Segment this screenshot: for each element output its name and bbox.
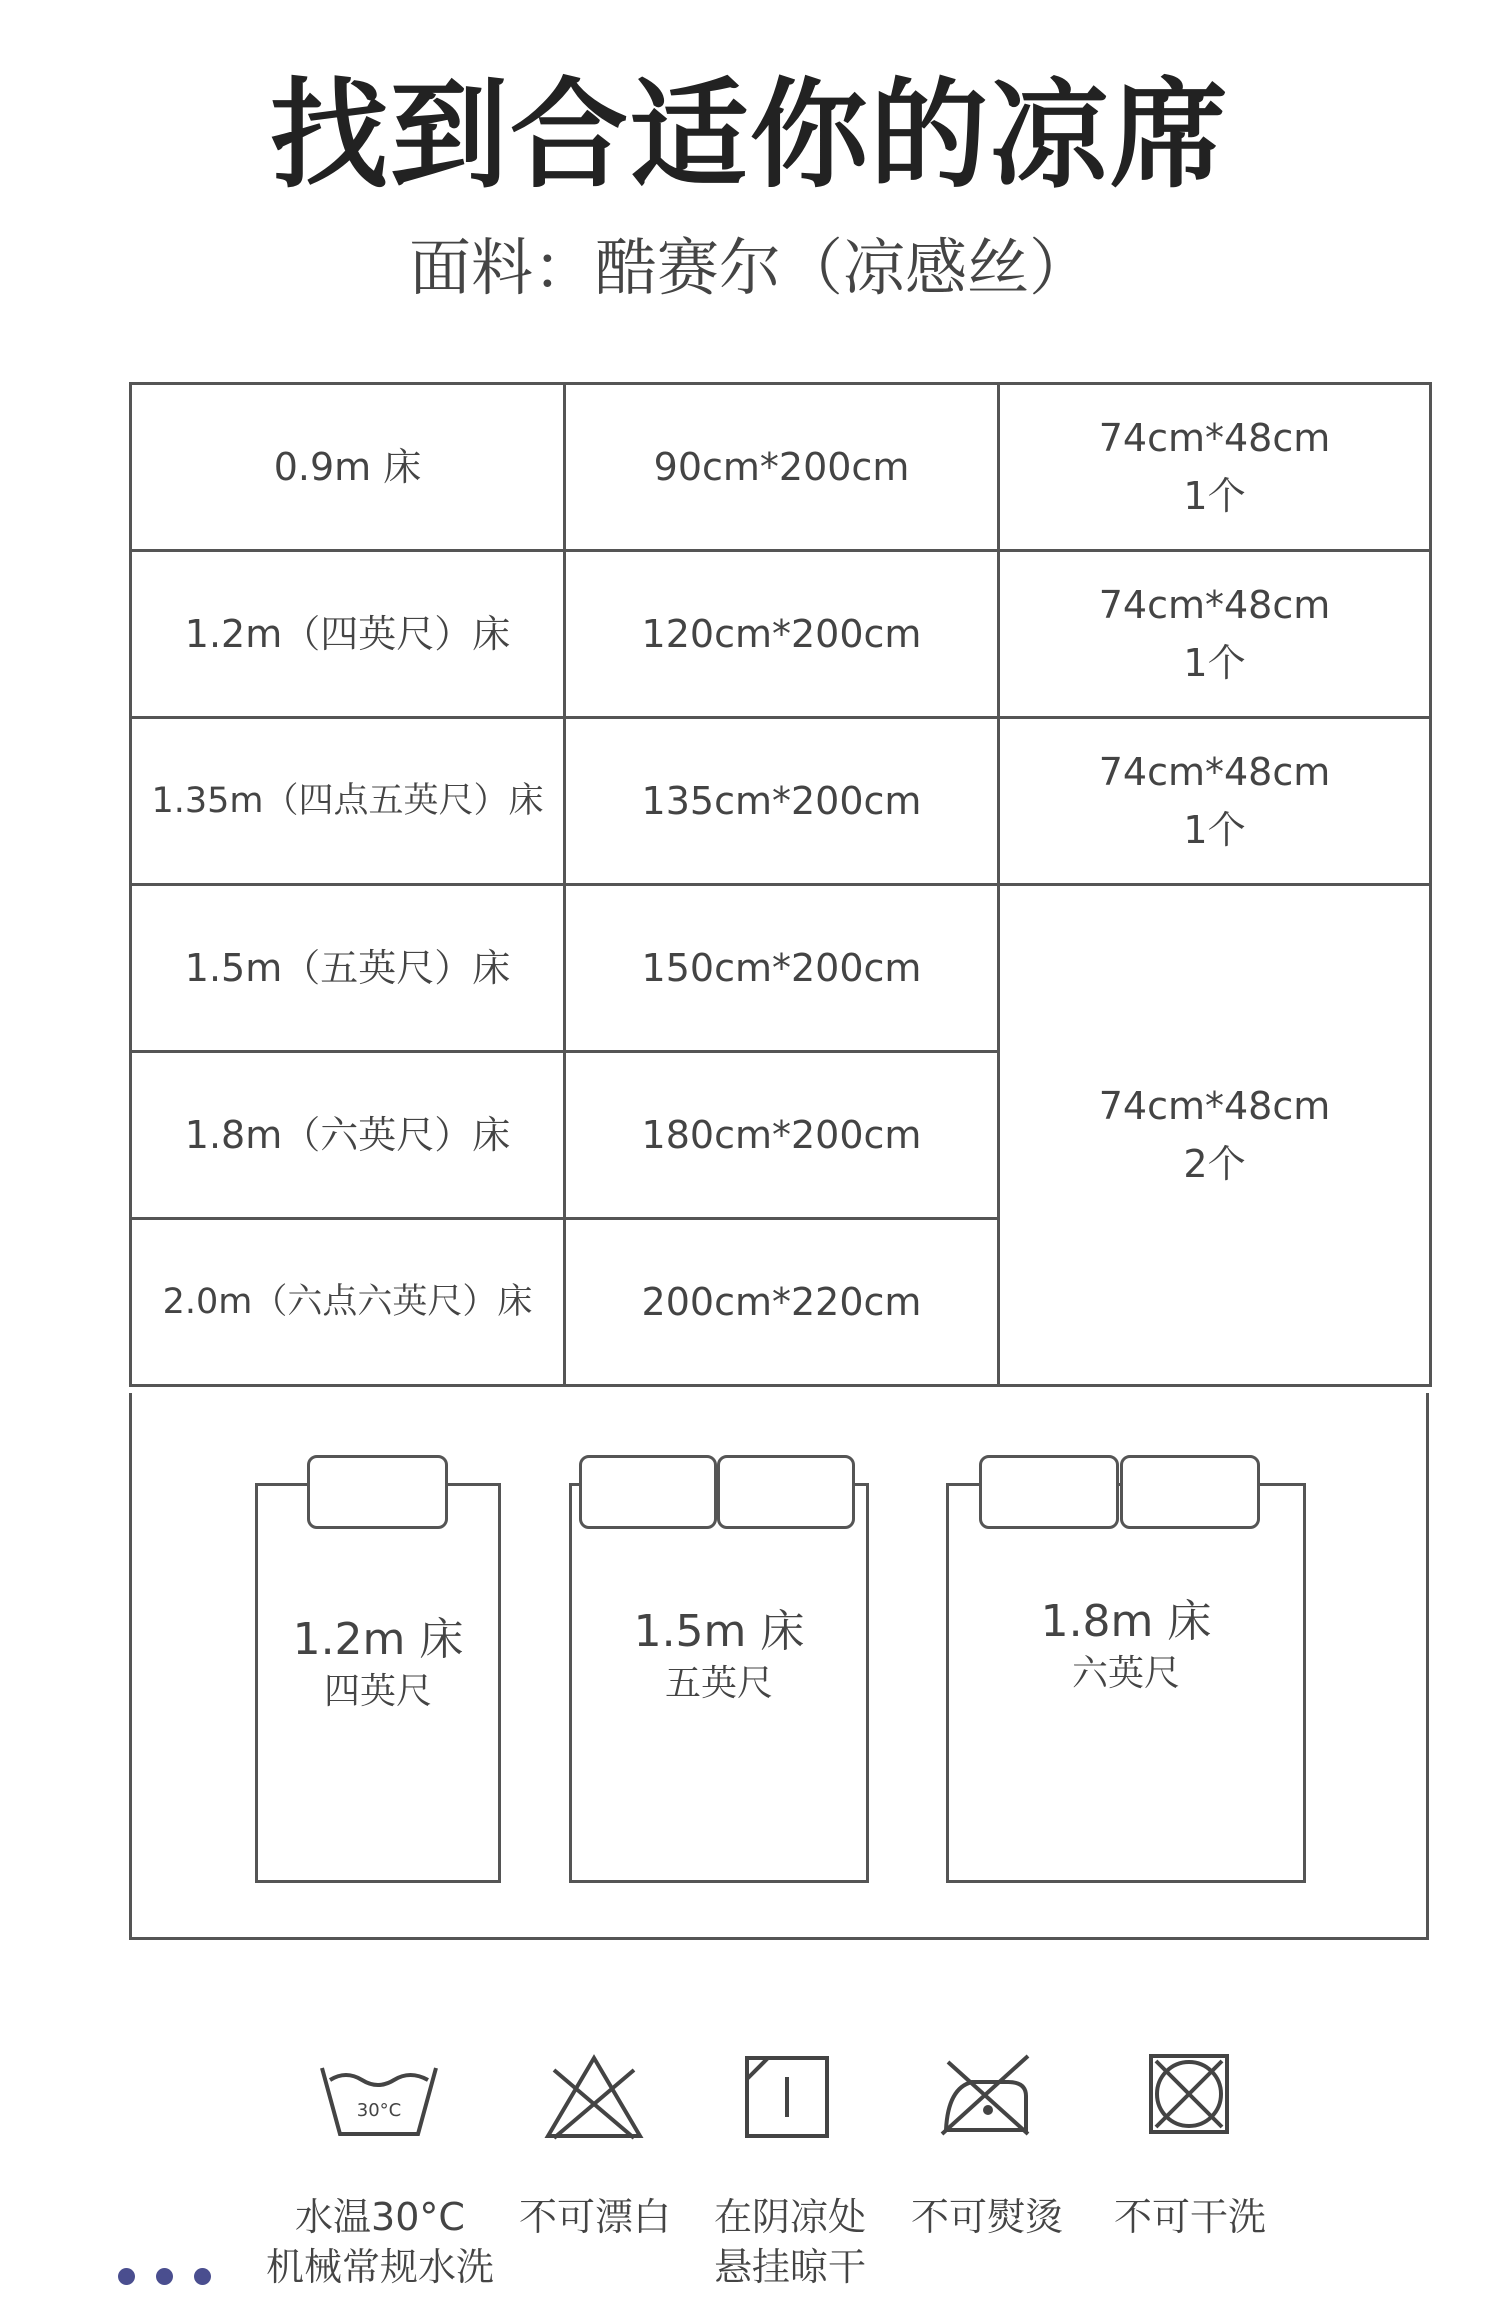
care-label-no-bleach: 不可漂白 (518, 2195, 671, 2239)
size-table (129, 382, 1432, 1387)
bed-label-2 (569, 1603, 869, 1707)
more-dots-icon[interactable] (118, 2268, 232, 2289)
wash-temp-label: 30°C (356, 2100, 402, 2121)
bed-type-cell: 0.9m 床 (131, 384, 565, 551)
bed-feet-label: 五英尺 (664, 1663, 773, 1704)
table-row (131, 384, 1431, 551)
mat-size-cell: 120cm*200cm (565, 551, 999, 718)
no-bleach-icon (542, 2052, 646, 2146)
pillow-size: 74cm*48cm (1098, 1084, 1331, 1128)
bed-size-label: 1.5m 床 (633, 1606, 805, 1657)
bed-size-label: 1.8m 床 (1040, 1596, 1212, 1647)
table-row (131, 885, 1431, 1052)
bed-type-cell: 1.2m（四英尺）床 (131, 551, 565, 718)
table-row (131, 718, 1431, 885)
bed-type-cell: 2.0m（六点六英尺）床 (131, 1219, 565, 1386)
bed-label-3 (946, 1593, 1306, 1697)
care-label-wash: 水温30°C 机械常规水洗 (265, 2195, 494, 2289)
bed-type-cell: 1.8m（六英尺）床 (131, 1052, 565, 1219)
dot (156, 2268, 173, 2285)
pillow-count: 1个 (1183, 808, 1246, 852)
no-iron-icon (938, 2050, 1034, 2144)
pillow-count: 1个 (1183, 641, 1246, 685)
pillow-cell (999, 551, 1431, 718)
bed-diagram-panel (129, 1393, 1429, 1940)
bed-type-cell: 1.35m（四点五英尺）床 (131, 718, 565, 885)
mat-size-cell: 135cm*200cm (565, 718, 999, 885)
pillow-icon (717, 1455, 855, 1529)
bed-label-1 (255, 1611, 501, 1715)
pillow-cell (999, 384, 1431, 551)
pillow-count: 2个 (1183, 1142, 1246, 1186)
page-title: 找到合适你的凉席 (269, 66, 1230, 204)
pillow-icon (1120, 1455, 1260, 1529)
mat-size-cell: 180cm*200cm (565, 1052, 999, 1219)
mat-size-cell: 90cm*200cm (565, 384, 999, 551)
pillow-icon (579, 1455, 717, 1529)
wash-30-icon (318, 2050, 440, 2144)
pillow-icon (307, 1455, 448, 1529)
pillow-cell (999, 718, 1431, 885)
pillow-icon (979, 1455, 1119, 1529)
dot (194, 2268, 211, 2285)
bed-size-label: 1.2m 床 (292, 1614, 464, 1665)
mat-size-cell: 200cm*220cm (565, 1219, 999, 1386)
table-row (131, 551, 1431, 718)
bed-feet-label: 六英尺 (1071, 1653, 1180, 1694)
pillow-cell-merged (999, 885, 1431, 1386)
pillow-count: 1个 (1183, 474, 1246, 518)
page-subtitle: 面料：酷赛尔（凉感丝） (408, 231, 1091, 304)
care-label-no-dry-clean: 不可干洗 (1113, 2195, 1266, 2239)
no-dry-clean-icon (1148, 2053, 1230, 2139)
pillow-size: 74cm*48cm (1098, 583, 1331, 627)
pillow-size: 74cm*48cm (1098, 416, 1331, 460)
bed-feet-label: 四英尺 (323, 1671, 432, 1712)
care-label-no-iron: 不可熨烫 (910, 2195, 1063, 2239)
dot (118, 2268, 135, 2285)
care-label-dry-shade: 在阴凉处 悬挂晾干 (713, 2195, 866, 2289)
mat-size-cell: 150cm*200cm (565, 885, 999, 1052)
pillow-size: 74cm*48cm (1098, 750, 1331, 794)
line-dry-shade-icon (744, 2055, 830, 2143)
bed-type-cell: 1.5m（五英尺）床 (131, 885, 565, 1052)
